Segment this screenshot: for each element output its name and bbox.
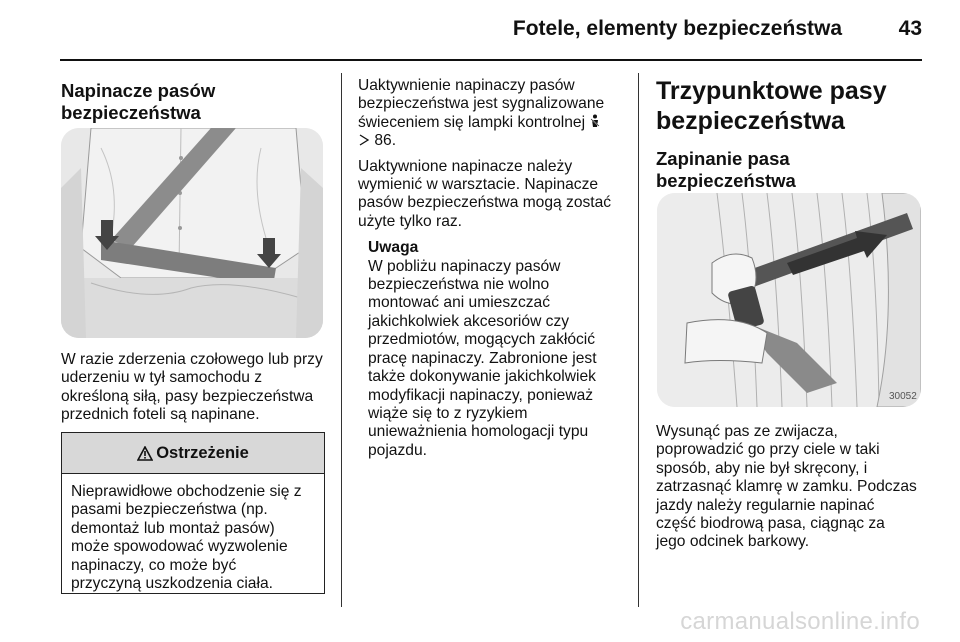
warning-triangle-icon: [137, 446, 153, 461]
text-line: świeceniem się lampki kontrolnej: [358, 113, 586, 131]
text-line: W pobliżu napinaczy pasów: [368, 257, 561, 275]
buckling-paragraph: [656, 423, 931, 552]
heading-line: Zapinanie pasa: [656, 148, 790, 169]
warning-body: [62, 474, 324, 593]
figure-code: 30052: [889, 391, 917, 402]
text-line: pasami bezpieczeństwa (np.: [71, 501, 268, 519]
replacement-paragraph: [358, 158, 630, 232]
text-line: przednich foteli są napinane.: [61, 406, 260, 424]
text-line: pojazdu.: [368, 441, 427, 459]
text-line: bezpieczeństwa jest sygnalizowane: [358, 95, 605, 113]
text-line: użyte tylko raz.: [358, 212, 462, 230]
text-line: uderzeniu w tył samochodu z: [61, 369, 263, 387]
note-block: [368, 239, 630, 460]
text-line: W razie zderzenia czołowego lub przy: [61, 351, 323, 368]
seatbelt-warning-lamp-icon: [589, 114, 601, 128]
text-line: może spowodować wyzwolenie: [71, 538, 288, 556]
warning-title: Ostrzeżenie: [156, 443, 249, 462]
page-number: 43: [898, 17, 922, 40]
buckling-seatbelt-illustration: [657, 193, 921, 407]
text-line: pracę napinaczy. Zabronione jest: [368, 349, 597, 367]
text-line: sposób, aby nie był skręcony, i: [656, 459, 868, 477]
warning-text: [71, 483, 314, 593]
heading-line: Napinacze pasów: [61, 80, 216, 101]
buckling-drawing: [657, 193, 921, 407]
section-heading: [61, 80, 331, 124]
text-line: Uaktywnienie napinaczy pasów: [358, 77, 575, 94]
right-column: [656, 76, 926, 192]
text-line: przedmiotów, mogących zakłócić: [368, 331, 596, 349]
left-caption: [61, 351, 336, 425]
text-line: określoną siłą, pasy bezpieczeństwa: [61, 387, 314, 405]
text-line: unieważnienia homologacji typu: [368, 423, 589, 441]
subsection-heading: [656, 148, 926, 192]
text-line: Uaktywnione napinacze należy: [358, 157, 573, 175]
left-column: [61, 80, 331, 124]
heading-line: bezpieczeństwa: [656, 170, 796, 191]
heading-line: Trzypunktowe pasy: [656, 77, 887, 105]
seatbelt-pretensioner-illustration: [61, 128, 323, 338]
caption-paragraph: [61, 351, 336, 425]
column-divider-1: [341, 73, 342, 607]
heading-line: bezpieczeństwa: [656, 107, 845, 135]
text-line: modyfikacji napinaczy, ponieważ: [368, 386, 594, 404]
note-text: [368, 258, 630, 460]
right-text: [656, 423, 931, 552]
warning-header: [62, 433, 324, 474]
section-heading-large: [656, 76, 926, 136]
text-line: wymienić w warsztacie. Napinacze: [358, 176, 599, 194]
note-title: Uwaga: [368, 239, 419, 257]
text-line: demontaż lub montaż pasów): [71, 519, 275, 537]
text-line: zatrzasnąć klamrę w zamku. Podczas: [656, 478, 917, 496]
text-line: napinaczy, co może być: [71, 556, 237, 574]
column-divider-2: [638, 73, 639, 607]
heading-line: bezpieczeństwa: [61, 102, 201, 123]
text-line: jakichkolwiek akcesoriów czy: [368, 312, 570, 330]
header-rule: [60, 59, 922, 61]
warning-box: [61, 432, 325, 594]
text-line: jazdy należy regularnie napinać: [656, 496, 875, 514]
middle-column: [358, 77, 630, 460]
activation-paragraph: [358, 77, 630, 151]
text-line: wiąże się to z ryzykiem: [368, 404, 528, 422]
text-line: przyczyną uszkodzenia ciała.: [71, 575, 273, 593]
text-line: pasów bezpieczeństwa mogą zostać: [358, 194, 612, 212]
text-line: bezpieczeństwa nie wolno: [368, 276, 550, 294]
text-line: także dokonywanie jakichkolwiek: [368, 368, 596, 386]
text-line: Wysunąć pas ze zwijacza,: [656, 423, 838, 440]
arrow-reference-icon[interactable]: [358, 134, 370, 146]
text-line: Nieprawidłowe obchodzenie się z: [71, 483, 302, 500]
page-reference-link[interactable]: 86.: [374, 132, 397, 150]
pretensioner-drawing: [61, 128, 323, 338]
page-header-title: Fotele, elementy bezpieczeństwa: [512, 17, 842, 40]
text-line: jego odcinek barkowy.: [656, 533, 810, 551]
text-line: montować ani umieszczać: [368, 294, 551, 312]
text-line: poprowadzić go przy ciele w taki: [656, 441, 880, 459]
text-line: część biodrową pasa, ciągnąc za: [656, 515, 885, 533]
watermark: carmanualsonline.info: [680, 608, 920, 635]
